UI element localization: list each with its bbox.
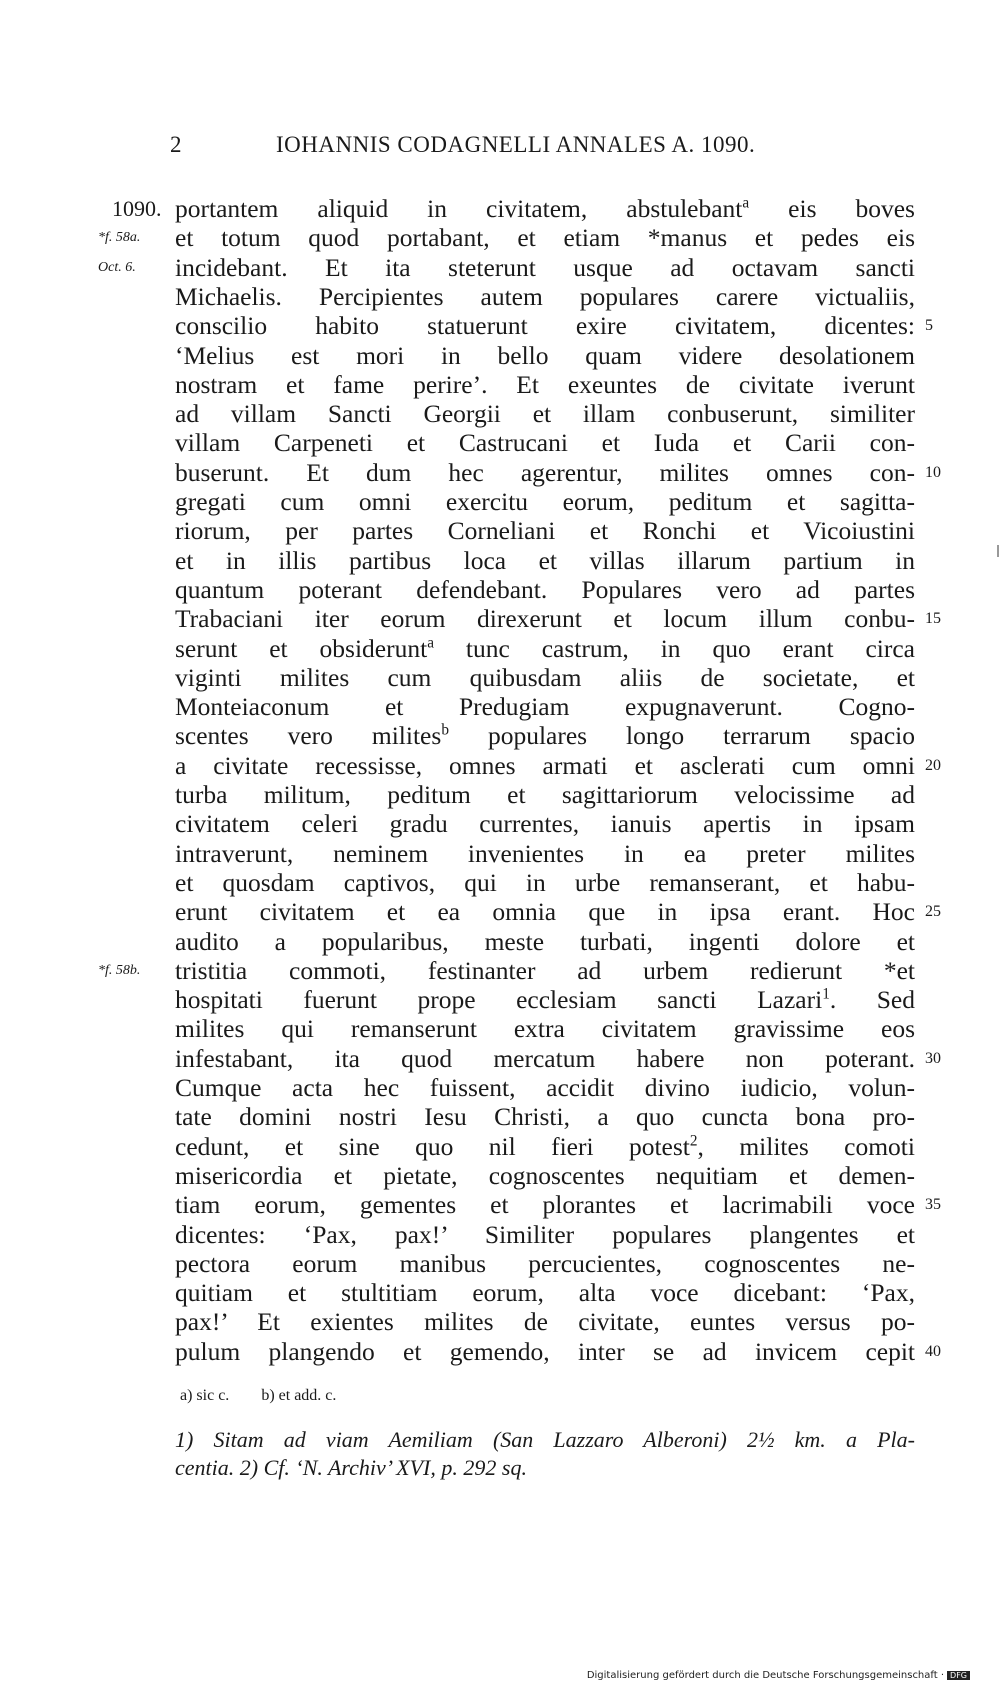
digitization-credit — [587, 1670, 970, 1681]
text-line: infestabant, ita quod mercatum habere non poterant. — [175, 1043, 915, 1073]
text-line: dicentes: ‘Pax, pax!’ Similiter populares plangentes et — [175, 1219, 915, 1249]
text-line: ‘Melius est mori in bello quam videre desolationem — [175, 340, 915, 370]
apparatus-note-a: a) sic c. — [180, 1387, 230, 1404]
text-line: tiam eorum, gementes et plorantes et lacrimabili voce — [175, 1190, 915, 1220]
text-line: turba militum, peditum et sagittariorum velocissime ad — [175, 780, 915, 809]
text-line: gregati cum omni exercitu eorum, peditum et sagitta- — [175, 487, 915, 516]
text-line: quantum poterant defendebant. Populares vero ad partes — [175, 574, 915, 604]
line-number: 35 — [925, 1196, 941, 1214]
line-number: 5 — [925, 317, 933, 335]
text-line: Cumque acta hec fuissent, accidit divino iudicio, volun- — [175, 1073, 915, 1102]
text-line: et totum quod portabant, et etiam *manus et pedes eis — [175, 223, 915, 253]
margin-note-left: Oct. 6. — [98, 259, 136, 275]
text-line: a civitate recessisse, omnes armati et asclerati cum omni — [175, 750, 915, 780]
text-line: conscilio habito statuerunt exire civitatem, dicentes: — [175, 311, 915, 341]
text-line: viginti milites cum quibusdam aliis de societate, et — [175, 662, 915, 692]
line-number: 25 — [925, 903, 941, 921]
footnote-line: centia. 2) Cf. ‘N. Archiv’ XVI, p. 292 sq. — [175, 1455, 527, 1480]
text-line: villam Carpeneti et Castrucani et Iuda et Carii con- — [175, 428, 915, 458]
dfg-logo: DFG — [947, 1671, 970, 1680]
note-marker: a — [427, 634, 434, 651]
note-marker: b — [441, 721, 449, 739]
text-line: scentes vero milites$^b$ populares longo terrarum spacio — [175, 721, 915, 751]
line-number: 20 — [925, 756, 941, 774]
text-line: civitatem celeri gradu currentes, ianuis apertis in ipsam — [175, 809, 915, 839]
text-line: misericordia et pietate, cognoscentes nequitiam et demen- — [175, 1160, 915, 1190]
line-number: 15 — [925, 610, 941, 628]
text-line: ad villam Sancti Georgii et illam conbuserunt, similiter — [175, 399, 915, 429]
running-title: IOHANNIS CODAGNELLI ANNALES A. 1090. — [276, 132, 756, 157]
text-line: pulum plangendo et gemendo, inter se ad invicem cepit — [175, 1336, 915, 1366]
text-line: nostram et fame perire’. Et exeuntes de civitate iverunt — [175, 369, 915, 399]
text-line: intraverunt, neminem invenientes in ea preter milites — [175, 838, 915, 868]
text-line: hospitati fuerunt prope ecclesiam sancti Lazari$^1$. Sed — [175, 985, 915, 1015]
apparatus-note-b: b) et add. c. — [261, 1387, 337, 1404]
text-line: tristitia commoti, festinanter ad urbem redierunt *et — [175, 955, 915, 985]
text-line: Michaelis. Percipientes autem populares carere victualiis, — [175, 281, 915, 311]
text-line: erunt civitatem et ea omnia que in ipsa erant. Hoc — [175, 897, 915, 927]
footnote-line: 1) Sitam ad viam Aemiliam (San Lazzaro Alberoni) 2½ km. a Pla- — [175, 1427, 915, 1452]
note-marker: 2 — [689, 1132, 698, 1150]
text-line: cedunt, et sine quo nil fieri potest$^2$, milites comoti — [175, 1131, 915, 1161]
text-line: quitiam et stultitiam eorum, alta voce dicebant: ‘Pax, — [175, 1278, 915, 1308]
critical-apparatus — [180, 1387, 880, 1405]
text-line: serunt et obsiderunt$^a$ tunc castrum, in quo erant circa — [175, 633, 915, 663]
text-line: milites qui remanserunt extra civitatem gravissime eos — [175, 1014, 915, 1044]
text-line: portantem aliquid in civitatem, abstulebant$^a$ eis boves — [175, 194, 915, 223]
text-line: pax!’ Et exientes milites de civitate, euntes versus po- — [175, 1307, 915, 1337]
note-marker: 1 — [822, 985, 830, 1003]
line-number: 30 — [925, 1049, 941, 1067]
text-line: et quosdam captivos, qui in urbe remanserant, et habu- — [175, 867, 915, 897]
margin-note-left: *f. 58b. — [98, 962, 141, 978]
page-edge-mark — [997, 545, 999, 557]
text-line: incidebant. Et ita steterunt usque ad octavam sancti — [175, 252, 915, 282]
text-line: tate domini nostri Iesu Christi, a quo cuncta bona pro- — [175, 1102, 915, 1132]
text-line: buserunt. Et dum hec agerentur, milites omnes con- — [175, 457, 915, 487]
credit-text: Digitalisierung gefördert durch die Deutsche Forschungsgemeinschaft · — [586, 1670, 945, 1681]
text-line: audito a popularibus, meste turbati, ingenti dolore et — [175, 926, 915, 956]
note-marker: a — [742, 194, 750, 212]
margin-note-left: *f. 58a. — [98, 230, 141, 246]
footnotes — [175, 1426, 915, 1482]
page-number: 2 — [170, 132, 182, 157]
text-line: pectora eorum manibus percucientes, cognoscentes ne- — [175, 1248, 915, 1278]
line-number: 10 — [925, 463, 941, 481]
text-line: Trabaciani iter eorum direxerunt et locum illum conbu- — [175, 604, 915, 634]
line-number: 40 — [925, 1342, 941, 1360]
margin-note-left: 1090. — [112, 196, 162, 221]
text-line: et in illis partibus loca et villas illarum partium in — [175, 545, 915, 575]
text-line: Monteiaconum et Predugiam expugnaverunt. Cogno- — [175, 692, 915, 722]
text-line: riorum, per partes Corneliani et Ronchi et Vicoiustini — [175, 516, 915, 546]
